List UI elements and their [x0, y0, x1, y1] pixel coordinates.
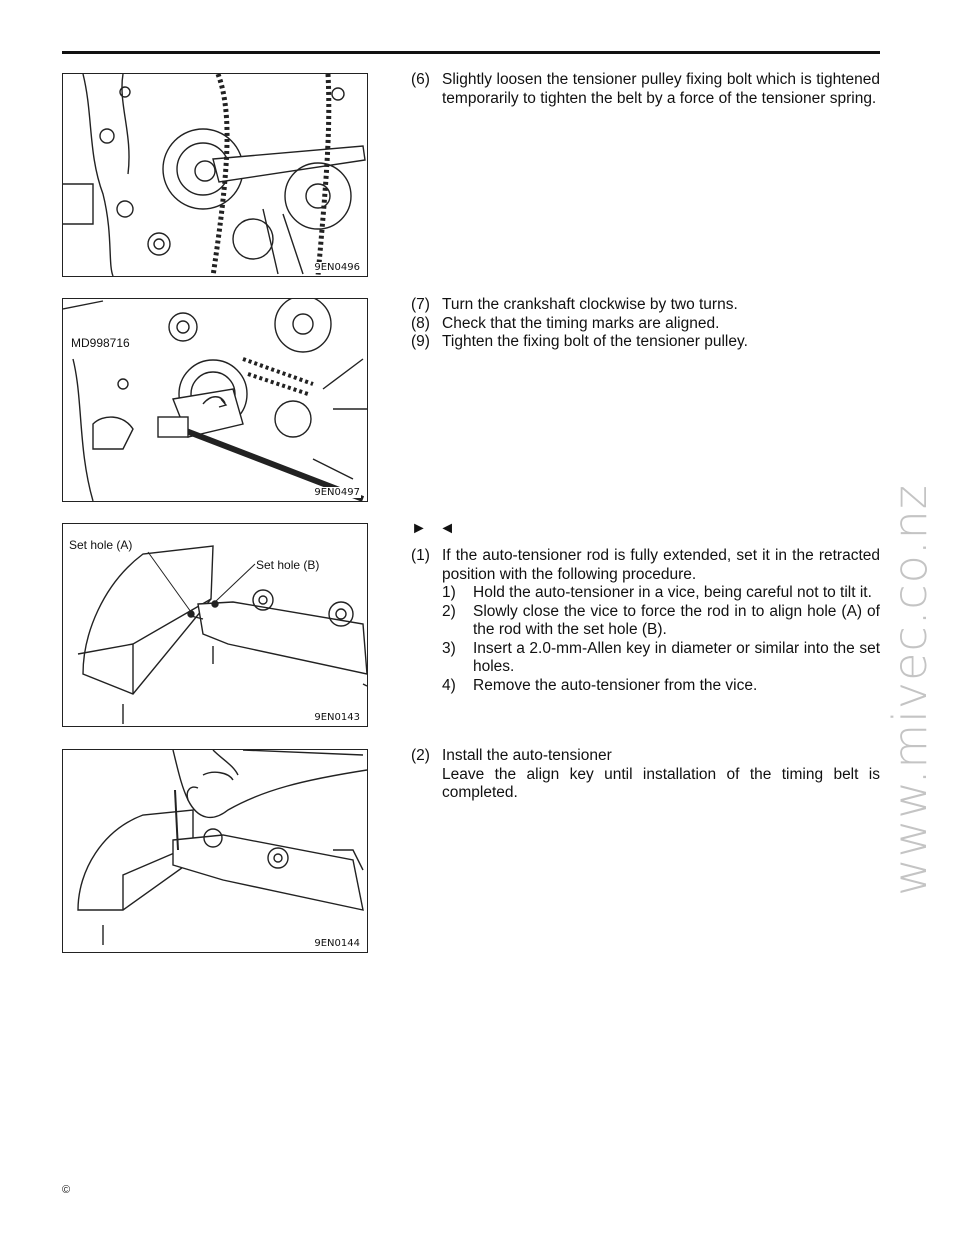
figure-code: 9EN0497 — [314, 487, 360, 498]
step-note: Leave the align key until installation of the timing belt is completed. — [442, 765, 880, 801]
substep-3 — [442, 640, 880, 677]
procedure-block-3 — [411, 547, 880, 695]
substep-1 — [442, 584, 880, 603]
substep-2 — [442, 603, 880, 640]
watermark-text: www.mivec.co.nz — [883, 484, 937, 896]
callout-set-hole-b: Set hole (B) — [256, 558, 320, 572]
procedure-block-4 — [411, 747, 880, 803]
procedure-block-2 — [411, 296, 880, 352]
step-text: If the auto-tensioner rod is fully extended, set it in the retracted position with the following procedure. — [442, 547, 880, 583]
substep-text: Slowly close the vice to force the rod in to align hole (A) of the rod with the set hole (B). — [473, 602, 880, 638]
step-text: Check that the timing marks are aligned. — [442, 314, 720, 332]
step-text: Install the auto-tensioner — [442, 747, 612, 764]
step-9 — [411, 333, 880, 352]
step-number: (1) — [411, 547, 430, 564]
substep-number: 4) — [442, 676, 456, 694]
figure-crankshaft-turn — [62, 298, 368, 502]
figure-tensioner-pulley-loosen — [62, 73, 368, 277]
callout-md998716: MD998716 — [71, 336, 130, 350]
figure-code: 9EN0496 — [314, 262, 360, 273]
step-8 — [411, 315, 880, 334]
step-text: Tighten the fixing bolt of the tensioner pulley. — [442, 333, 748, 350]
substep-text: Remove the auto-tensioner from the vice. — [473, 676, 758, 694]
procedure-block-1 — [411, 71, 880, 108]
figure-install-auto-tensioner — [62, 749, 368, 953]
figure-code: 9EN0144 — [314, 938, 360, 949]
illustration-vice-tensioner — [63, 524, 367, 726]
section-marker: ► ◄ — [411, 520, 460, 537]
step-1 — [411, 547, 880, 584]
step-text: Slightly loosen the tensioner pulley fixing bolt which is tightened temporarily to tighten the belt by a force of the tensioner spring. — [442, 71, 880, 107]
illustration-crankshaft-tool — [63, 299, 367, 501]
substep-4 — [442, 677, 880, 696]
substep-text: Insert a 2.0-mm-Allen key in diameter or similar into the set holes. — [473, 639, 880, 675]
copyright-symbol: © — [62, 1184, 71, 1196]
callout-set-hole-a: Set hole (A) — [69, 538, 133, 552]
illustration-tensioner-wrench — [63, 74, 367, 276]
figure-code: 9EN0143 — [314, 712, 360, 723]
substep-text: Hold the auto-tensioner in a vice, being careful not to tilt it. — [473, 584, 872, 601]
figure-auto-tensioner-vice — [62, 523, 368, 727]
substep-number: 1) — [442, 584, 456, 601]
illustration-hand-align-key — [63, 750, 367, 952]
substep-number: 3) — [442, 639, 456, 657]
step-number: (6) — [411, 71, 430, 88]
step-number: (9) — [411, 333, 430, 350]
step-number: (8) — [411, 314, 430, 332]
step-6 — [411, 71, 880, 108]
step-number: (2) — [411, 747, 430, 764]
header-rule — [62, 51, 880, 54]
step-text: Turn the crankshaft clockwise by two turns. — [442, 296, 738, 313]
step-2 — [411, 747, 880, 766]
step-number: (7) — [411, 296, 430, 313]
step-7 — [411, 296, 880, 315]
substep-number: 2) — [442, 602, 456, 620]
